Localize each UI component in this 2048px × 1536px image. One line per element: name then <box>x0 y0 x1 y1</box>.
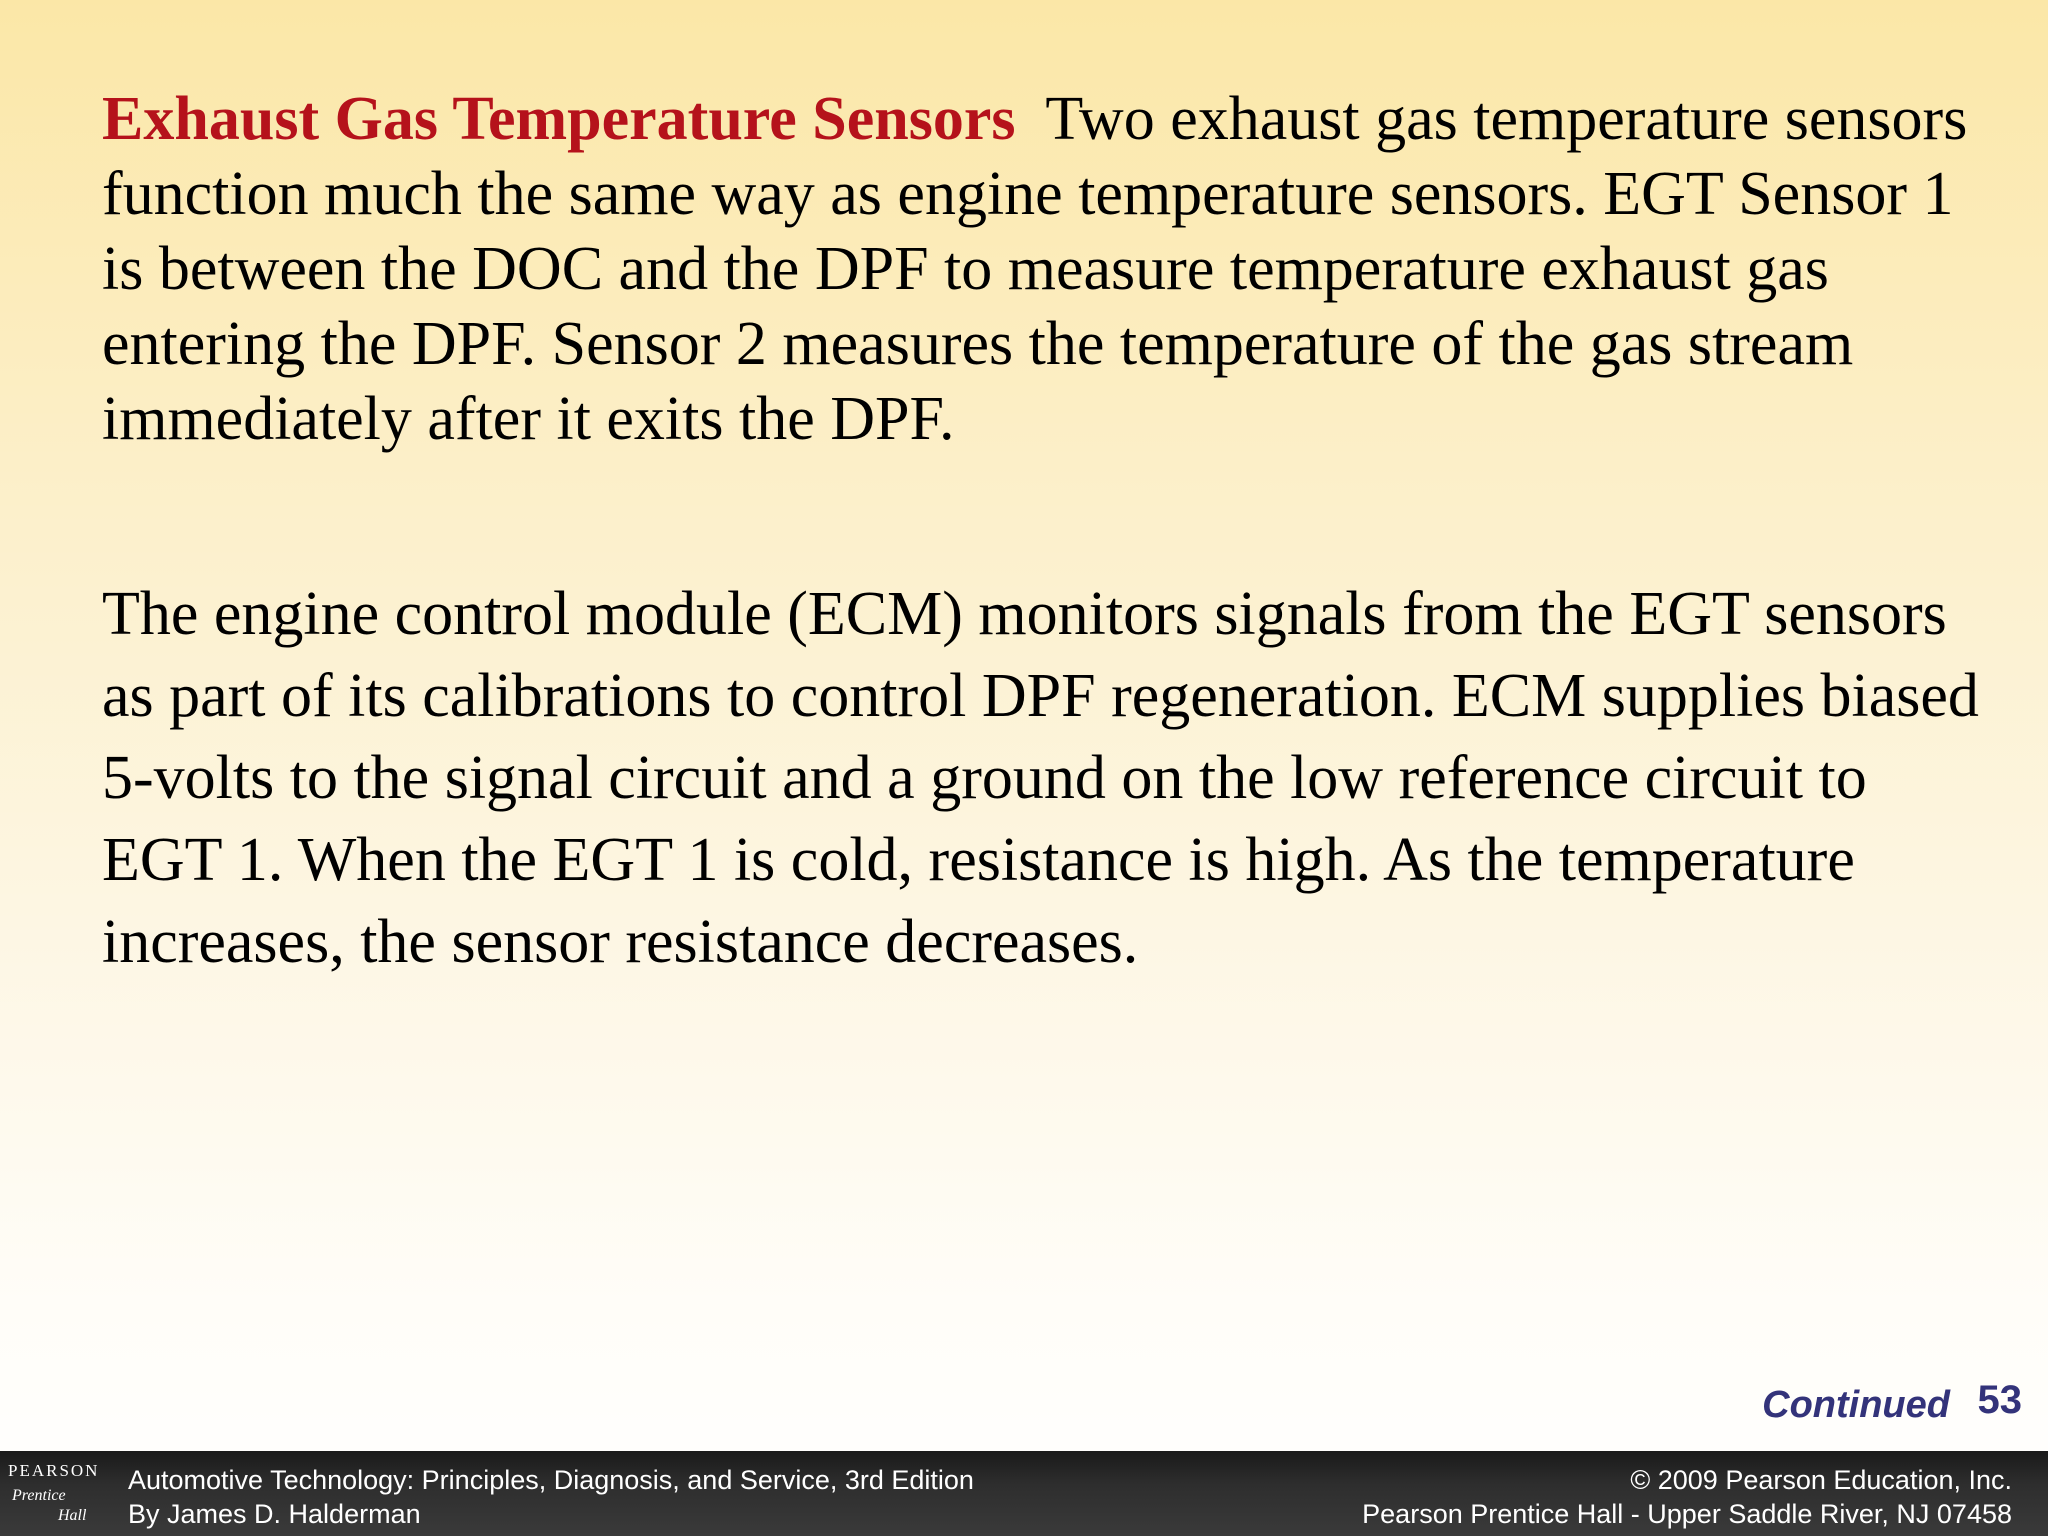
slide-content <box>102 82 1982 983</box>
footer-copyright: © 2009 Pearson Education, Inc. <box>1630 1465 2012 1495</box>
footer-bar <box>0 1451 2048 1536</box>
footer-book-info <box>128 1463 974 1531</box>
footer-publisher: Pearson Prentice Hall - Upper Saddle River, NJ 07458 <box>1362 1499 2012 1529</box>
paragraph-egt-sensors <box>102 82 1982 457</box>
logo-pearson-text: PEARSON <box>8 1461 100 1480</box>
footer-publisher-info <box>1362 1463 2012 1531</box>
page-number: 53 <box>1977 1378 2022 1422</box>
slide-heading: Exhaust Gas Temperature Sensors <box>102 85 1016 153</box>
paragraph-ecm: The engine control module (ECM) monitors signals from the EGT sensors as part of its calibrations to control DPF regeneration. ECM supplies biased 5-volts to the signal circuit and a ground on the low reference circuit to EGT 1. When the EGT 1 is cold, resistance is high. As the temperature increases, the sensor resistance decreases. <box>102 580 1979 976</box>
footer-author: By James D. Halderman <box>128 1499 421 1529</box>
pearson-prentice-hall-logo <box>4 1461 100 1533</box>
logo-prentice-text: Prentice <box>12 1487 66 1504</box>
logo-hall-text: Hall <box>58 1507 87 1524</box>
paragraph-1-text: Two exhaust gas temperature sensors function much the same way as engine temperature sensors. EGT Sensor 1 is between the DOC and the DPF to measure temperature exhaust gas entering the DPF. Sensor 2 measures the temperature of the gas stream immediately after it exits the DPF. <box>102 85 1968 453</box>
footer-book-title: Automotive Technology: Principles, Diagnosis, and Service, 3rd Edition <box>128 1465 974 1495</box>
continued-label: Continued <box>1762 1384 1950 1426</box>
